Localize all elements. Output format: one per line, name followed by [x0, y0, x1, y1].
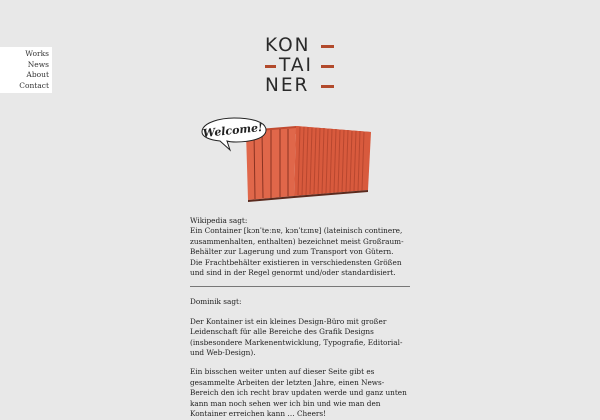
- nav-item-contact[interactable]: Contact: [19, 80, 49, 90]
- container-illustration: [196, 118, 376, 202]
- logo-line-3: NER: [265, 75, 310, 96]
- welcome-text: Welcome!: [202, 120, 264, 141]
- dominik-heading: Dominik sagt:: [190, 297, 242, 307]
- spacer: [190, 308, 412, 317]
- dominik-paragraph-1: Der Kontainer ist ein kleines Design-Büro mit großer Leidenschaft für alle Bereiche des Grafik Designs (insbesondere Markenentwicklung, Typografie, Editorial- und Web-Design).: [190, 316, 403, 358]
- nav-item-about[interactable]: About: [26, 70, 49, 79]
- wikipedia-paragraph-1: Ein Container [kɔnˈteːnɐ, kɔnˈtɛɪnɐ] (lateinisch continere, zusammenhalten, enthalten) bezeichnet meist Großraum-Behälter zur Lagerung und zum Transport von Gütern.: [190, 226, 404, 257]
- logo-dash-3: [321, 65, 334, 68]
- logo-dash-2: [265, 65, 276, 68]
- logo-row-3: [265, 76, 313, 96]
- logo-line-1: KON: [265, 35, 311, 56]
- wikipedia-heading: Wikipedia sagt:: [190, 216, 248, 225]
- dominik-paragraph-2: Ein bisschen weiter unten auf dieser Seite gibt es gesammelte Arbeiten der letzten Jahre, einen News-Bereich den ich recht brav updaten werde und ganz unten kann man noch sehen wer ich bin und wie man den Kontainer erreichen kann … Cheers!: [190, 367, 407, 419]
- nav-item-news[interactable]: News: [27, 59, 49, 69]
- spacer: [190, 358, 412, 367]
- logo-dash-4: [321, 85, 334, 88]
- divider: [190, 286, 410, 287]
- logo-line-2: TAI: [279, 55, 313, 76]
- logo-row-1: [265, 36, 313, 56]
- logo-row-2: [265, 56, 313, 76]
- intro-text: [190, 216, 412, 420]
- main-nav: [0, 47, 52, 93]
- kontainer-logo[interactable]: [265, 36, 313, 96]
- nav-item-works[interactable]: Works: [25, 49, 49, 58]
- logo-dash-1: [321, 45, 334, 48]
- wikipedia-paragraph-2: Die Frachtbehälter existieren in verschiedensten Größen und sind in der Regel genormt und/oder standardisiert.: [190, 257, 402, 278]
